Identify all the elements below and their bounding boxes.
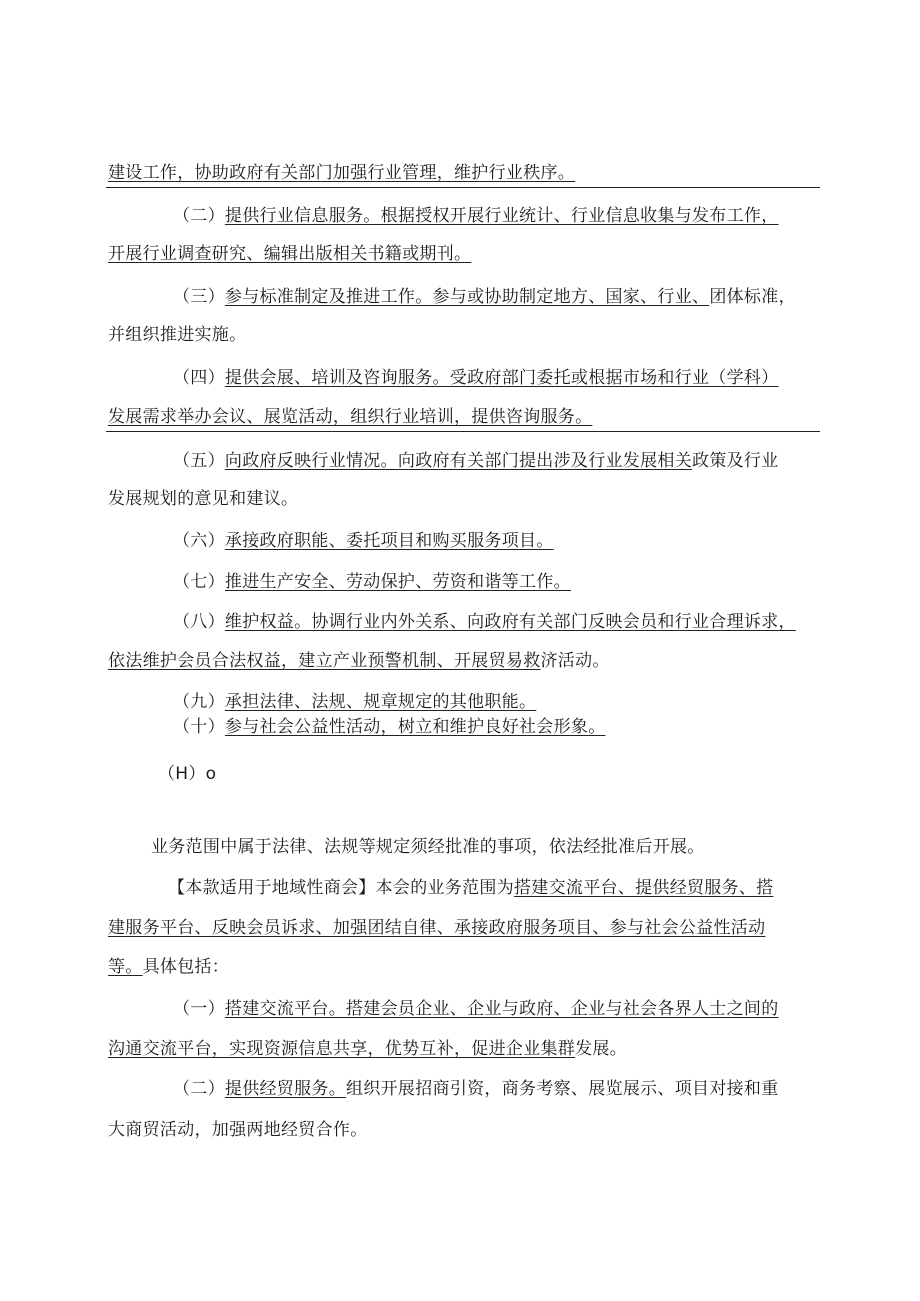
text-line: [173, 450, 779, 472]
text-segment: 维护权益。协调行业内外关系、向政府有关部门反映会员和行业合理诉求，: [224, 612, 796, 632]
text-segment: （H）o: [158, 764, 217, 784]
text-segment: 推进生产安全、劳动保护、劳资和谐等工作。: [224, 572, 571, 592]
text-segment: 沟通交流平台，实现资源信息共享，优势互补，促进企业集群: [108, 1039, 576, 1059]
text-line: [108, 488, 298, 510]
text-segment: 济活动。: [540, 651, 610, 671]
text-segment: 建设工作，协助政府有关部门加强行业管理，维护行业秩序。: [108, 163, 576, 183]
text-segment: 建服务平台、反映会员诉求、加强团结自律、承接政府服务项目、参与社会公益性活动: [108, 918, 766, 938]
horizontal-rule: [106, 431, 820, 432]
text-segment: （二）: [173, 206, 225, 226]
text-line: [108, 406, 592, 428]
text-segment: （六）: [173, 531, 225, 551]
text-segment: 承担法律、法规、规章规定的其他职能。: [224, 692, 537, 712]
text-segment: 发展规划的意见和建议。: [108, 489, 299, 509]
text-line: [173, 205, 779, 227]
text-line: [173, 571, 571, 593]
text-segment: 搭建交流平台。搭建会员企业、企业与政府、企业与社会各界人士之间的: [224, 999, 779, 1019]
text-segment: （四）: [173, 368, 225, 388]
text-segment: 业务范围中属于法律、法规等规定须经批准的事项，依法经批准后开展。: [151, 837, 705, 857]
text-line: [108, 1038, 627, 1060]
text-line: [168, 877, 774, 899]
text-line: [173, 1078, 779, 1100]
text-segment: 向政府反映行业情况。向政府有关部门提出涉及行业发展相关: [224, 451, 693, 471]
text-line: [108, 162, 575, 184]
text-line: [151, 836, 705, 858]
text-line: [173, 998, 779, 1020]
text-segment: 提供会展、培训及咨询服务。受政府部门委托或根据市场和行业（学科）: [224, 368, 779, 388]
text-line: [108, 650, 610, 672]
horizontal-rule: [106, 187, 820, 188]
text-segment: 依法维护会员合法权益，建立产业预警机制、开展贸易救: [108, 651, 541, 671]
text-segment: 参与社会公益性活动，树立和维护良好社会形象。: [224, 717, 606, 737]
text-segment: 政策及行业: [692, 451, 779, 471]
text-line: [173, 611, 796, 633]
text-segment: 团体标准，: [709, 287, 796, 307]
text-segment: 具体包括：: [142, 957, 230, 977]
text-segment: 大商贸活动，加强两地经贸合作。: [108, 1120, 368, 1140]
text-line: [108, 243, 471, 265]
text-line: [173, 530, 554, 552]
text-segment: （一）: [173, 999, 225, 1019]
text-segment: （七）: [173, 572, 225, 592]
text-segment: 【本款适用于地域性商会】本会的业务范围为: [168, 878, 514, 898]
text-segment: 承接政府职能、委托项目和购买服务项目。: [224, 531, 554, 551]
text-line: [108, 956, 229, 978]
text-segment: 提供经贸服务。: [224, 1079, 347, 1099]
text-line: [173, 716, 606, 738]
text-line: [173, 367, 779, 389]
text-segment: （九）: [173, 692, 225, 712]
text-segment: （二）: [173, 1079, 225, 1099]
text-segment: 发展。: [575, 1039, 628, 1059]
text-line: [173, 286, 796, 308]
text-segment: （八）: [173, 612, 225, 632]
text-segment: 提供行业信息服务。根据授权开展行业统计、行业信息收集与发布工作，: [224, 206, 779, 226]
text-line: [158, 763, 216, 785]
text-segment: 开展行业调查研究、编辑出版相关书籍或期刊。: [108, 244, 472, 264]
text-line: [108, 324, 246, 346]
text-segment: 参与标准制定及推进工作。参与或协助制定地方、国家、行业、: [224, 287, 710, 307]
text-line: [108, 917, 765, 939]
text-line: [108, 1119, 368, 1141]
text-segment: （三）: [173, 287, 225, 307]
text-segment: 等。: [108, 957, 143, 977]
text-segment: 并组织推进实施。: [108, 325, 247, 345]
text-segment: 发展需求举办会议、展览活动，组织行业培训，提供咨询服务。: [108, 407, 593, 427]
text-segment: （十）: [173, 717, 225, 737]
text-segment: 组织开展招商引资，商务考察、展览展示、项目对接和重: [346, 1079, 779, 1099]
text-segment: （五）: [173, 451, 225, 471]
text-line: [173, 691, 536, 713]
text-segment: 搭建交流平台、提供经贸服务、搭: [514, 878, 774, 898]
